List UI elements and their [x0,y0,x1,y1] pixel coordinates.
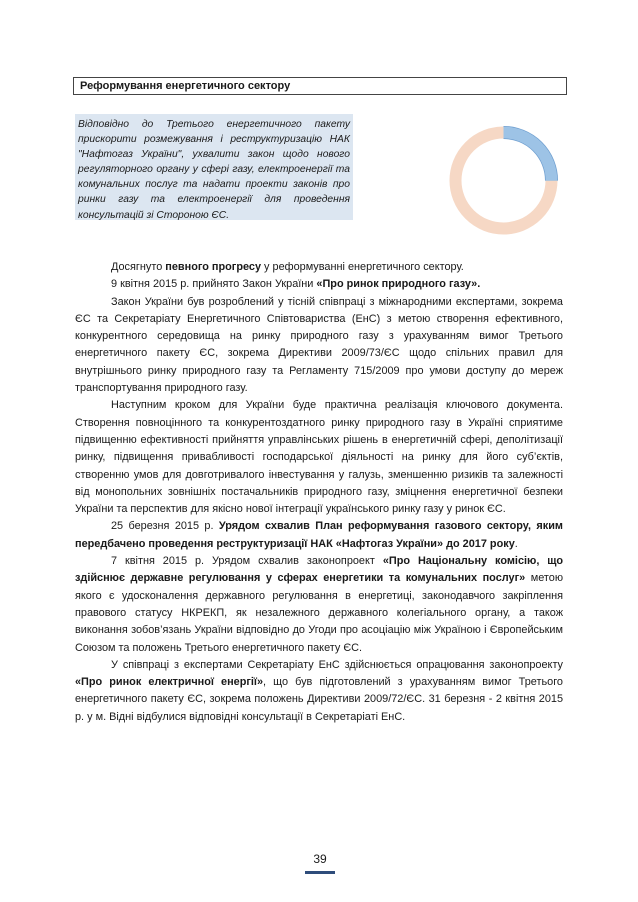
paragraph: У співпраці з експертами Секретаріату ЕнС здійснюється опрацювання законопроекту «Про ринок електричної енергії», що був підготовлений з урахуванням вимог Третього енергетичного пакету ЄС, зокрема положень Директиви 2009/72/ЄС. 31 березня - 2 квітня 2015 р. у м. Відні відбулися відповідні консультації в Секретаріаті ЕнС. [75,658,563,723]
summary-box: Відповідно до Третього енергетичного пакету прискорити розмежування і реструктуризацію НАК "Нафтогаз України", ухвалити закон щодо нового регуляторного органу у сфері газу, електроенергії та комунальних послуг та надати проекти законів про ринки газу та електроенергії для проведення консультацій зі Стороною ЄС. [75,114,353,220]
paragraph: 25 березня 2015 р. Урядом схвалив План реформування газового сектору, яким передбачено проведення реструктуризації НАК «Нафтогаз України» до 2017 року. [75,520,563,550]
paragraph: 7 квітня 2015 р. Урядом схвалив законопроект «Про Національну комісію, що здійснює державне регулювання у сферах енергетики та комунальних послуг» метою якого є удосконалення державного регулювання в енергетиці, законодавчого закріплення правового статусу НКРЕКП, як незалежного державного колегіального органу, а також виконання зобов’язань України відповідно до Угоди про асоціацію між Україною і Європейським Союзом та положень Третього енергетичного пакету ЄС. [75,555,563,654]
section-header [73,77,567,95]
body-text [75,259,563,726]
page-number: 39 [313,852,327,866]
paragraph: Досягнуто певного прогресу у реформуванні енергетичного сектору. [111,261,464,273]
paragraph: Закон України був розроблений у тісній співпраці з міжнародними експертами, зокрема ЄС та Секретаріату Енергетичного Співтовариства (ЕнС) з метою створення ефективного, конкурентного середовища на ринку природного газу з урахуванням вимог Третього енергетичного пакету ЄС, зокрема Директиви 2009/73/ЄС щодо спільних правил для внутрішнього ринку природного газу та Регламенту 715/2009 про умови доступу до мереж транспортування природного газу. [75,295,563,395]
paragraph: 9 квітня 2015 р. прийнято Закон України «Про ринок природного газу». [111,278,481,291]
progress-donut-chart [446,123,561,238]
paragraph: Наступним кроком для України буде практична реалізація ключового документа. Створення повноцінного та конкурентоздатного ринку природного газу в Україні сприятиме підвищенню ефективності прийняття управлінських рішень в енергетичній сфері, деполітизації ринку, підвищення привабливості господарської діяльності на ринку для його суб’єктів, створенню умов для довготривалого інвестування у галузь, зменшенню ризиків та залежності від монопольних зовнішніх постачальників природного газу, зміцнення енергетичної безпеки України та перспектив для якісно нової інтеграції українського ринку газу у ринок ЄС. [75,399,563,516]
section-title: Реформування енергетичного сектору [80,80,291,92]
page-number-bar [305,871,335,874]
